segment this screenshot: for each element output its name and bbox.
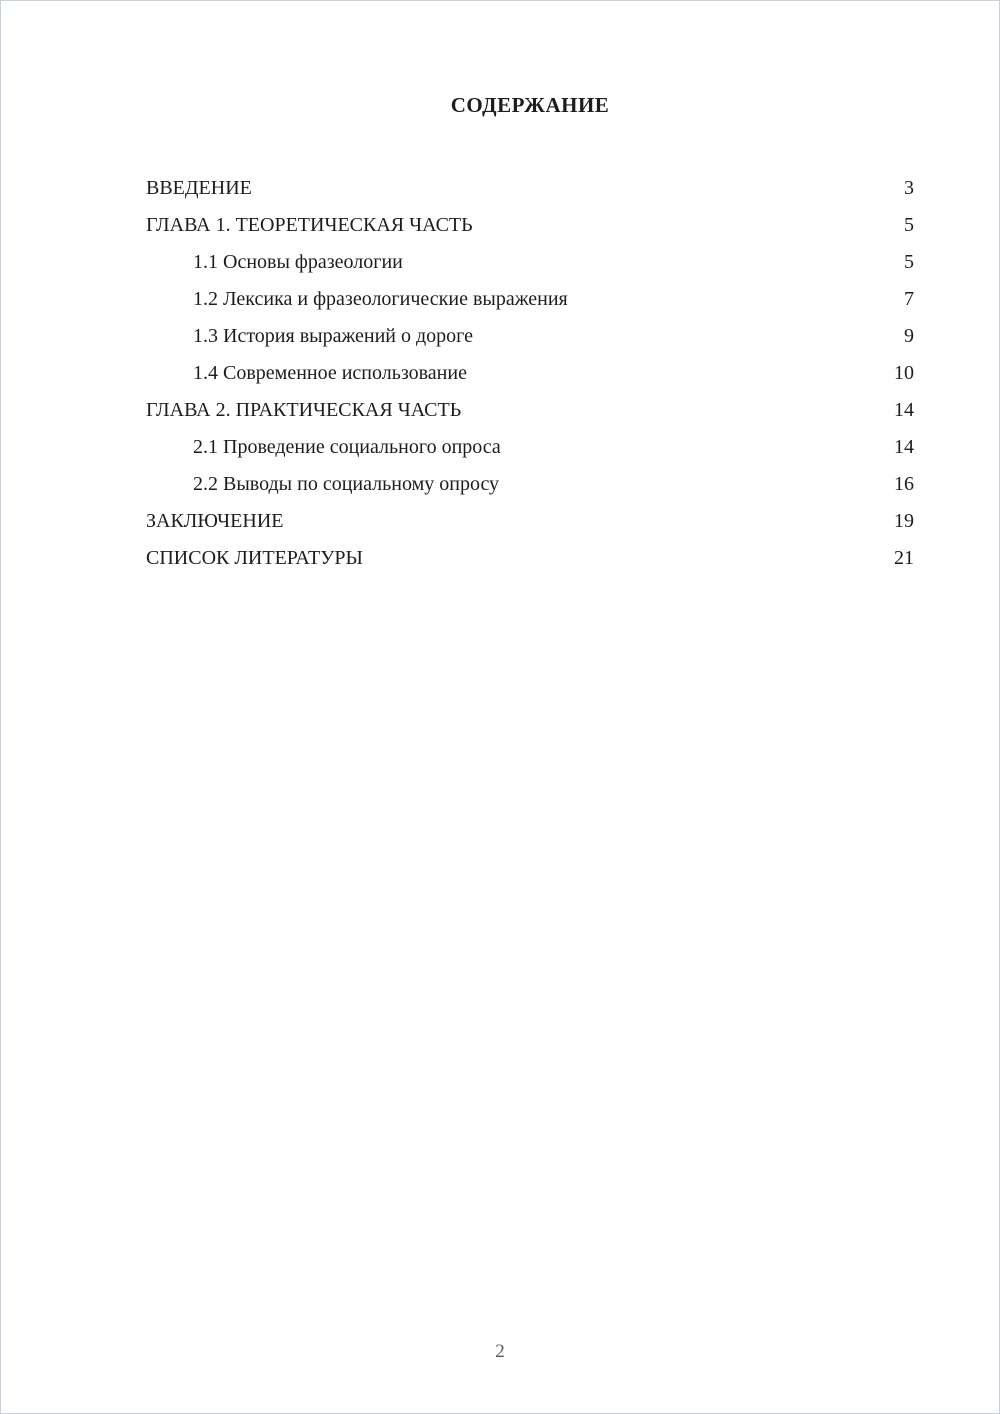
toc-entry-label: ЗАКЛЮЧЕНИЕ xyxy=(146,510,284,532)
toc-entry xyxy=(146,392,914,429)
toc-entry-page: 14 xyxy=(894,436,914,458)
toc-entry xyxy=(146,207,914,244)
toc-entry-page: 7 xyxy=(904,288,914,310)
toc-entry xyxy=(146,503,914,540)
toc-entry-page: 3 xyxy=(904,177,914,199)
toc-entry-page: 5 xyxy=(904,251,914,273)
toc-entry xyxy=(146,170,914,207)
toc-entry xyxy=(146,540,914,577)
toc-entry xyxy=(146,244,914,281)
toc-entry-label: ВВЕДЕНИЕ xyxy=(146,177,252,199)
toc-entry-page: 10 xyxy=(894,362,914,384)
page-title: СОДЕРЖАНИЕ xyxy=(450,93,610,117)
toc-entry xyxy=(146,466,914,503)
toc-section xyxy=(146,93,914,577)
toc-entry-page: 9 xyxy=(904,325,914,347)
page-number: 2 xyxy=(495,1341,505,1362)
toc-entry-page: 21 xyxy=(894,547,914,569)
toc-entry xyxy=(146,355,914,392)
toc-entry-label: 1.1 Основы фразеологии xyxy=(193,251,403,273)
toc-entry-label: ГЛАВА 2. ПРАКТИЧЕСКАЯ ЧАСТЬ xyxy=(146,399,462,421)
toc-entry xyxy=(146,281,914,318)
toc-entry-page: 5 xyxy=(904,214,914,236)
toc-entry-page: 19 xyxy=(894,510,914,532)
toc-entry-label: 1.2 Лексика и фразеологические выражения xyxy=(193,288,568,310)
toc-entry-label: СПИСОК ЛИТЕРАТУРЫ xyxy=(146,547,363,569)
toc-entry-label: ГЛАВА 1. ТЕОРЕТИЧЕСКАЯ ЧАСТЬ xyxy=(146,214,473,236)
toc-entry-label: 1.3 История выражений о дороге xyxy=(193,325,473,347)
toc-entry-page: 16 xyxy=(894,473,914,495)
toc-entry-page: 14 xyxy=(894,399,914,421)
toc-entry-label: 2.2 Выводы по социальному опросу xyxy=(193,473,500,495)
toc-entry-label: 2.1 Проведение социального опроса xyxy=(193,436,501,458)
toc-entry-label: 1.4 Современное использование xyxy=(193,362,467,384)
toc-entry xyxy=(146,429,914,466)
table-of-contents xyxy=(146,170,914,577)
toc-entry xyxy=(146,318,914,355)
